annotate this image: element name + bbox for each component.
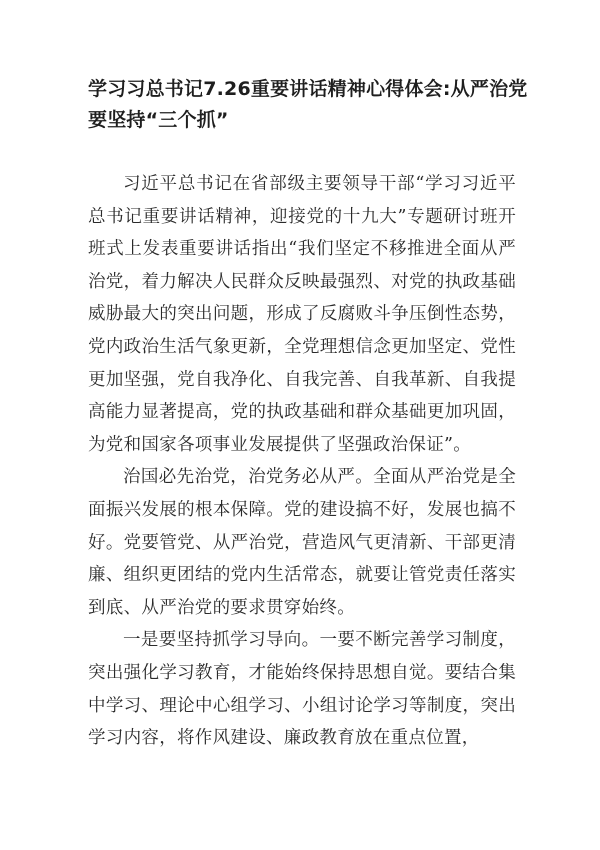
paragraph-1: 习近平总书记在省部级主要领导干部“学习习近平总书记重要讲话精神，迎接党的十九大”专题研讨班开班式上发表重要讲话指出“我们坚定不移推进全面从严治党，着力解决人民群众反映最强烈、对党的执政基础威胁最大的突出问题，形成了反腐败斗争压倒性态势，党内政治生活气象更新，全党理想信念更加坚定、党性更加坚强，党自我净化、自我完善、自我革新、自我提高能力显著提高，党的执政基础和群众基础更加巩固，为党和国家各项事业发展提供了坚强政治保证”。 xyxy=(88,174,516,455)
document-body xyxy=(88,168,516,755)
paragraph-3: 一是要坚持抓学习导向。一要不断完善学习制度，突出强化学习教育，才能始终保持思想自觉。要结合集中学习、理论中心组学习、小组讨论学习等制度，突出学习内容，将作风建设、廉政教育放在重点位置， xyxy=(88,630,516,749)
paragraph-2: 治国必先治党，治党务必从严。全面从严治党是全面振兴发展的根本保障。党的建设搞不好，发展也搞不好。党要管党、从严治党，营造风气更清新、干部更清廉、组织更团结的党内生活常态，就要让管党责任落实到底、从严治党的要求贯穿始终。 xyxy=(88,467,516,618)
document-title: 学习习总书记7.26重要讲话精神心得体会:从严治党要坚持“三个抓” xyxy=(88,78,528,131)
